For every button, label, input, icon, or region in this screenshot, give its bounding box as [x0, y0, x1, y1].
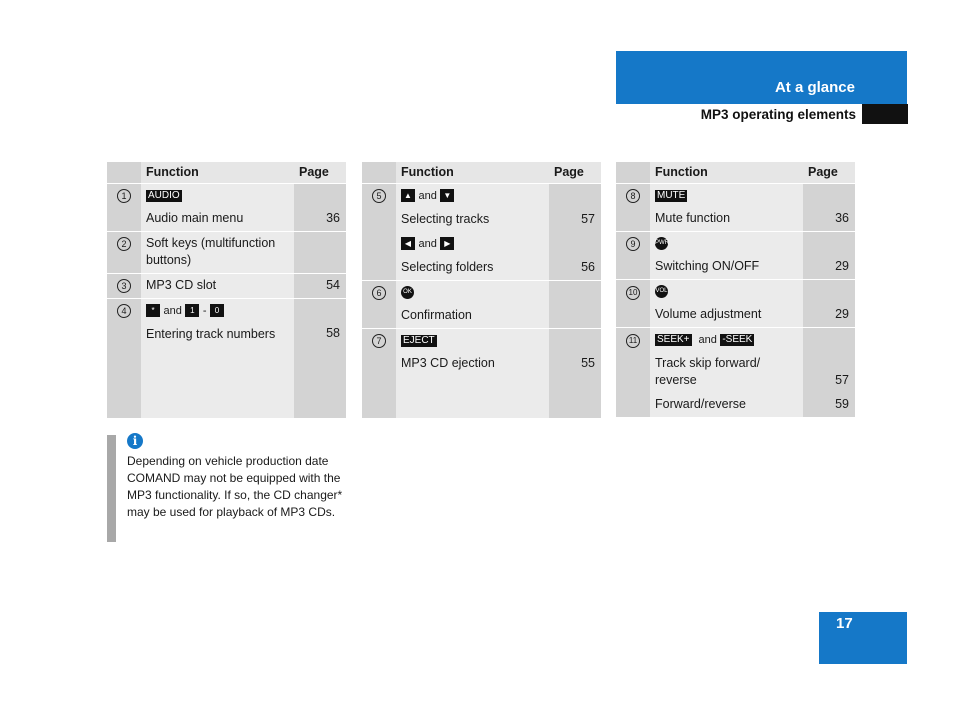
item-number: 11	[626, 334, 640, 348]
column-function: Function	[141, 162, 294, 184]
eject-key-icon: EJECT	[403, 334, 435, 346]
page-ref	[549, 281, 601, 329]
table-row: 11 SEEK+ and -SEEK Track skip forward/ reverse 57	[616, 328, 855, 394]
info-icon: i	[127, 433, 143, 449]
item-number: 4	[117, 304, 131, 318]
page-ref: 56	[549, 232, 601, 281]
item-number: 9	[626, 237, 640, 251]
left-arrow-key-icon: ◀	[401, 237, 415, 250]
seek-forward-key-icon: SEEK+	[657, 333, 690, 345]
table-row	[616, 184, 855, 232]
column-page: Page	[549, 162, 601, 184]
power-knob-icon: PWR	[655, 237, 668, 250]
table-row	[107, 232, 346, 274]
function-desc: Track skip forward/ reverse	[655, 356, 761, 387]
table-row	[616, 232, 855, 280]
page-ref: 58	[294, 299, 346, 419]
table-row	[616, 280, 855, 328]
ok-key-icon: OK	[401, 286, 414, 299]
volume-knob-icon: VOL	[655, 285, 668, 298]
function-desc: MP3 CD slot	[141, 274, 294, 299]
item-number: 8	[626, 189, 640, 203]
function-desc: Soft keys (multifunction buttons)	[141, 232, 294, 274]
function-desc: Switching ON/OFF	[655, 259, 760, 273]
table-header	[362, 162, 601, 184]
page-ref: 59	[803, 393, 855, 417]
up-arrow-key-icon: ▲	[401, 189, 415, 202]
page-number: 17	[836, 615, 853, 632]
down-arrow-key-icon: ▼	[440, 189, 454, 202]
table-row: 5 ▲ and ▼ Selecting tracks 57	[362, 184, 601, 233]
table-header	[616, 162, 855, 184]
page-ref: 57	[549, 184, 601, 233]
page-number-box	[819, 612, 907, 664]
page-ref: 57	[803, 328, 855, 394]
function-desc: MP3 CD ejection	[401, 356, 495, 370]
function-desc: Entering track numbers	[146, 327, 276, 341]
column-function: Function	[650, 162, 803, 184]
mute-key-icon: MUTE	[657, 189, 686, 201]
subsection-marker	[862, 104, 908, 124]
item-number: 1	[117, 189, 131, 203]
table-header	[107, 162, 346, 184]
function-desc: Selecting folders	[401, 260, 494, 274]
section-header	[616, 51, 907, 104]
table-row	[616, 393, 855, 417]
subsection-title: MP3 operating elements	[700, 107, 856, 122]
controls-table-3	[616, 162, 855, 417]
function-desc: Mute function	[655, 211, 731, 225]
function-desc: Confirmation	[401, 308, 472, 322]
page-ref: 54	[294, 274, 346, 299]
controls-table-2	[362, 162, 601, 418]
right-arrow-key-icon: ▶	[440, 237, 454, 250]
item-number: 7	[372, 334, 386, 348]
page-ref: 29	[803, 280, 855, 328]
item-number: 2	[117, 237, 131, 251]
key-1-icon: 1	[185, 304, 199, 317]
note-text: Depending on vehicle production date COMAND may not be equipped with the MP3 functionality. If so, the CD changer* may be used for playback of MP3 CDs.	[127, 454, 343, 519]
page-ref: 29	[803, 232, 855, 280]
table-row: 4 * and 1 - 0 Entering track numbers 58	[107, 299, 346, 419]
table-row	[107, 274, 346, 299]
item-number: 3	[117, 279, 131, 293]
audio-key-icon: AUDIO	[148, 189, 180, 201]
page-ref: 36	[803, 184, 855, 232]
column-page: Page	[294, 162, 346, 184]
item-number: 6	[372, 286, 386, 300]
item-number: 10	[626, 286, 640, 300]
page-ref: 36	[294, 184, 346, 232]
seek-back-key-icon: -SEEK	[722, 333, 753, 345]
key-0-icon: 0	[210, 304, 224, 317]
table-row	[362, 329, 601, 419]
table-row	[362, 281, 601, 329]
function-desc: Forward/reverse	[650, 393, 803, 417]
asterisk-key-icon: *	[146, 304, 160, 317]
function-desc: Audio main menu	[146, 211, 244, 225]
controls-table-1	[107, 162, 346, 418]
item-number: 5	[372, 189, 386, 203]
page-ref: 55	[549, 329, 601, 419]
function-desc: Selecting tracks	[401, 212, 490, 226]
column-page: Page	[803, 162, 855, 184]
table-row: ◀ and ▶ Selecting folders 56	[362, 232, 601, 281]
note-sidebar	[107, 435, 116, 542]
table-row	[107, 184, 346, 232]
section-title: At a glance	[774, 79, 855, 96]
column-function: Function	[396, 162, 549, 184]
page-ref	[294, 232, 346, 274]
function-desc: Volume adjustment	[655, 307, 762, 321]
